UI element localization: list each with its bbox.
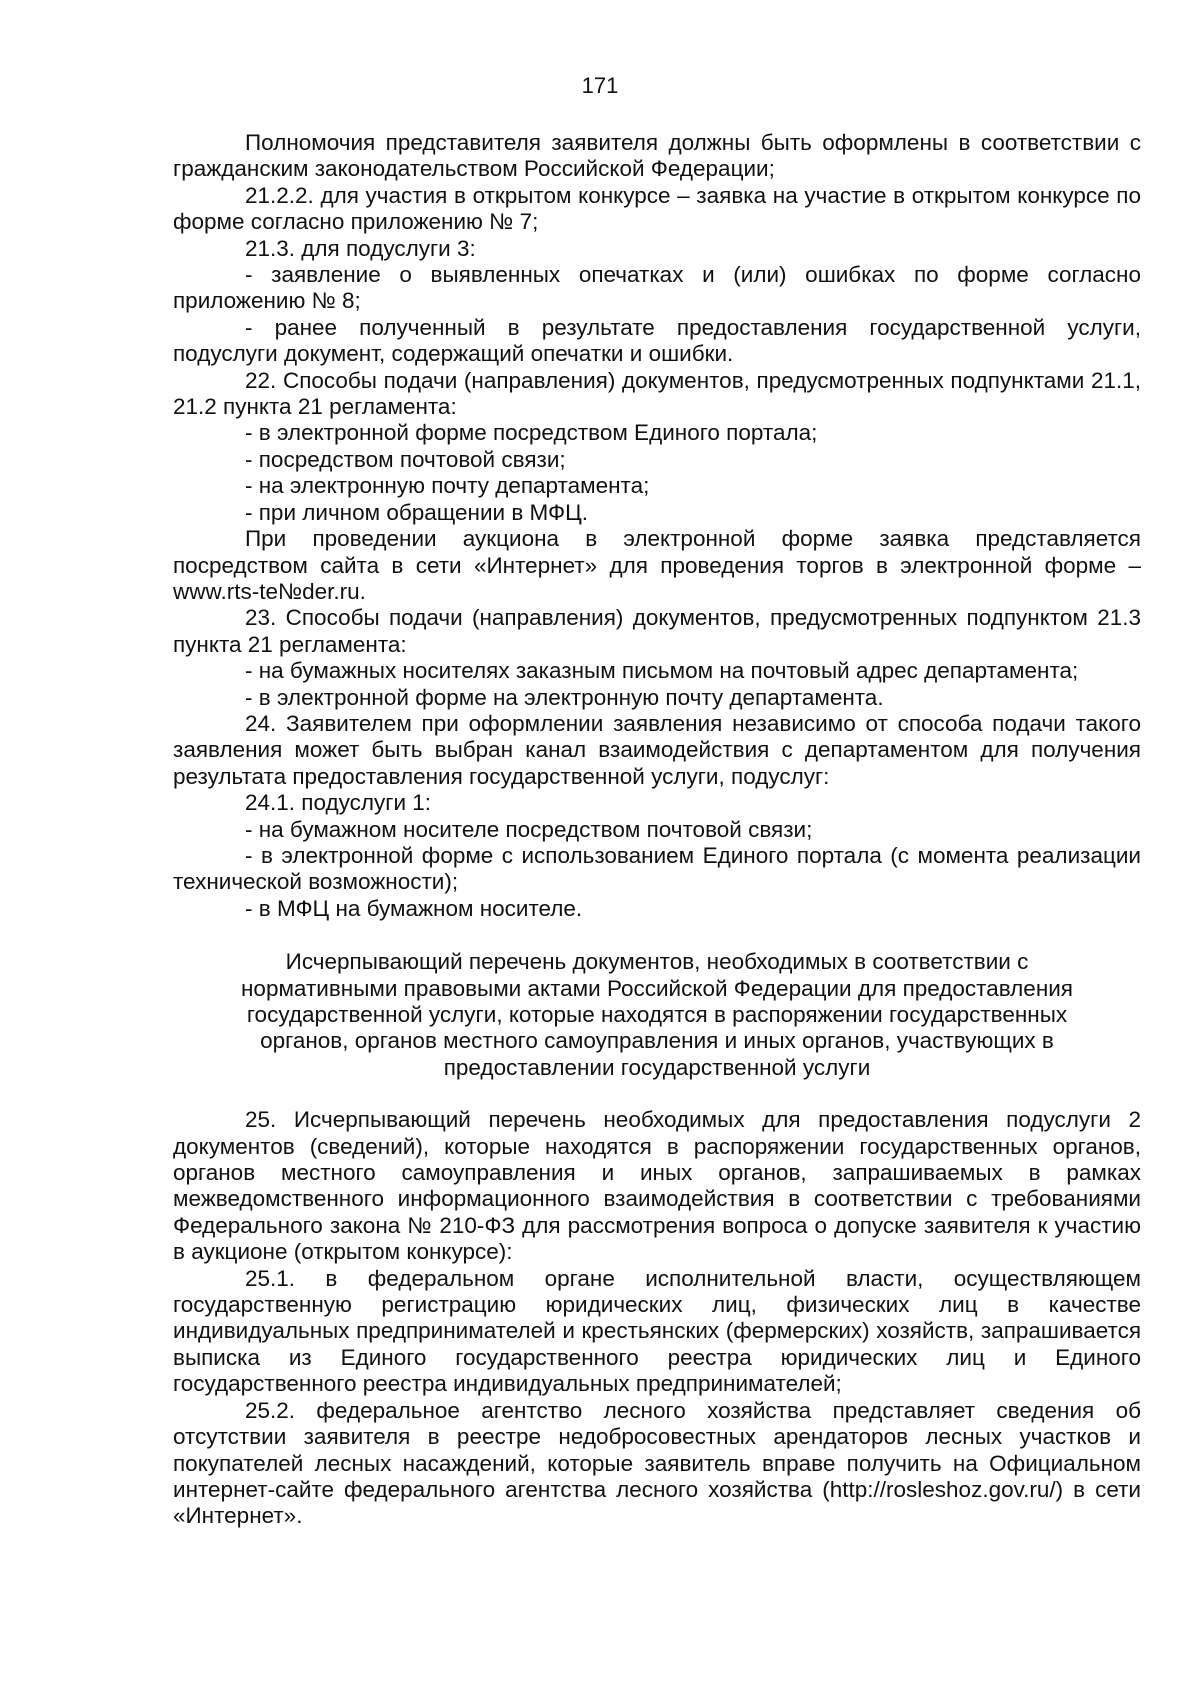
list-item-email: - на электронную почту департамента; (245, 473, 650, 499)
paragraph-representative-authority: Полномочия представителя заявителя должны быть оформлены в соответствии с гражданским законодательством Российской Федерации; (173, 130, 1141, 182)
list-item-electronic-email: - в электронной форме на электронную почту департамента. (245, 684, 884, 710)
section-heading: Исчерпывающий перечень документов, необходимых в соответствии с нормативными правовыми актами Российской Федерации для предоставления государственной услуги, которые находятся в распоряжении государственных органов, органов местного самоуправления и иных органов, участвующих в предоставлении государственной услуги (241, 949, 1073, 1080)
page-number: 171 (581, 73, 619, 98)
list-item-previous-document: - ранее полученный в результате предоставления государственной услуги, подуслуги документ, содержащий опечатки и ошибки. (173, 314, 1141, 367)
list-item-portal-electronic: - в электронной форме с использованием Единого портала (с момента реализации технической возможности); (173, 842, 1141, 895)
list-item-postal: - посредством почтовой связи; (245, 446, 566, 472)
paragraph-25-2: 25.2. федеральное агентство лесного хозяйства представляет сведения об отсутствии заявителя в реестре недобросовестных арендаторов лесных участков и покупателей лесных насаждений, которые заявитель вправе получить на Официальном интернет-сайте федерального агентства лесного хозяйства (http://rosleshoz.gov.ru/) в сети «Интернет». (173, 1397, 1141, 1529)
list-item-paper-postal: - на бумажном носителе посредством почтовой связи; (245, 816, 813, 842)
paragraph-25: 25. Исчерпывающий перечень необходимых для предоставления подуслуги 2 документов (сведений), которые находятся в распоряжении государственных органов, органов местного самоуправления и иных органов, запрашиваемых в рамках межведомственного информационного взаимодействия в соответствии с требованиями Федерального закона № 210-ФЗ для рассмотрения вопроса о допуске заявителя к участию в аукционе (открытом конкурсе): (173, 1107, 1141, 1265)
paragraph-23: 23. Способы подачи (направления) документов, предусмотренных подпунктом 21.3 пункта 21 регламента: (173, 605, 1141, 657)
paragraph-21-3: 21.3. для подуслуги 3: (245, 235, 476, 261)
spacer (173, 922, 1141, 949)
spacer (173, 1081, 1141, 1107)
list-item-electronic-portal: - в электронной форме посредством Единого портала; (245, 420, 818, 446)
paragraph-electronic-auction: При проведении аукциона в электронной форме заявка представляется посредством сайта в сети «Интернет» для проведения торгов в электронной форме – www.rts-te№der.ru. (173, 526, 1141, 604)
list-item-error-statement: - заявление о выявленных опечатках и (или) ошибках по форме согласно приложению № 8; (173, 262, 1141, 314)
paragraph-21-2-2: 21.2.2. для участия в открытом конкурсе – заявка на участие в открытом конкурсе по форме согласно приложению № 7; (173, 182, 1141, 235)
list-item-registered-mail: - на бумажных носителях заказным письмом на почтовый адрес департамента; (245, 658, 1079, 684)
document-body (173, 130, 1141, 1530)
paragraph-24-1: 24.1. подуслуги 1: (245, 790, 432, 816)
paragraph-22: 22. Способы подачи (направления) документов, предусмотренных подпунктами 21.1, 21.2 пункта 21 регламента: (173, 367, 1141, 420)
paragraph-24: 24. Заявителем при оформлении заявления независимо от способа подачи такого заявления может быть выбран канал взаимодействия с департаментом для получения результата предоставления государственной услуги, подуслуг: (173, 710, 1141, 789)
paragraph-25-1: 25.1. в федеральном органе исполнительной власти, осуществляющем государственную регистрацию юридических лиц, физических лиц в качестве индивидуальных предпринимателей и крестьянских (фермерских) хозяйств, запрашивается выписка из Единого государственного реестра юридических лиц и Единого государственного реестра индивидуальных предпринимателей; (173, 1265, 1141, 1397)
list-item-mfc-visit: - при личном обращении в МФЦ. (245, 499, 589, 525)
list-item-mfc-paper: - в МФЦ на бумажном носителе. (245, 895, 583, 921)
